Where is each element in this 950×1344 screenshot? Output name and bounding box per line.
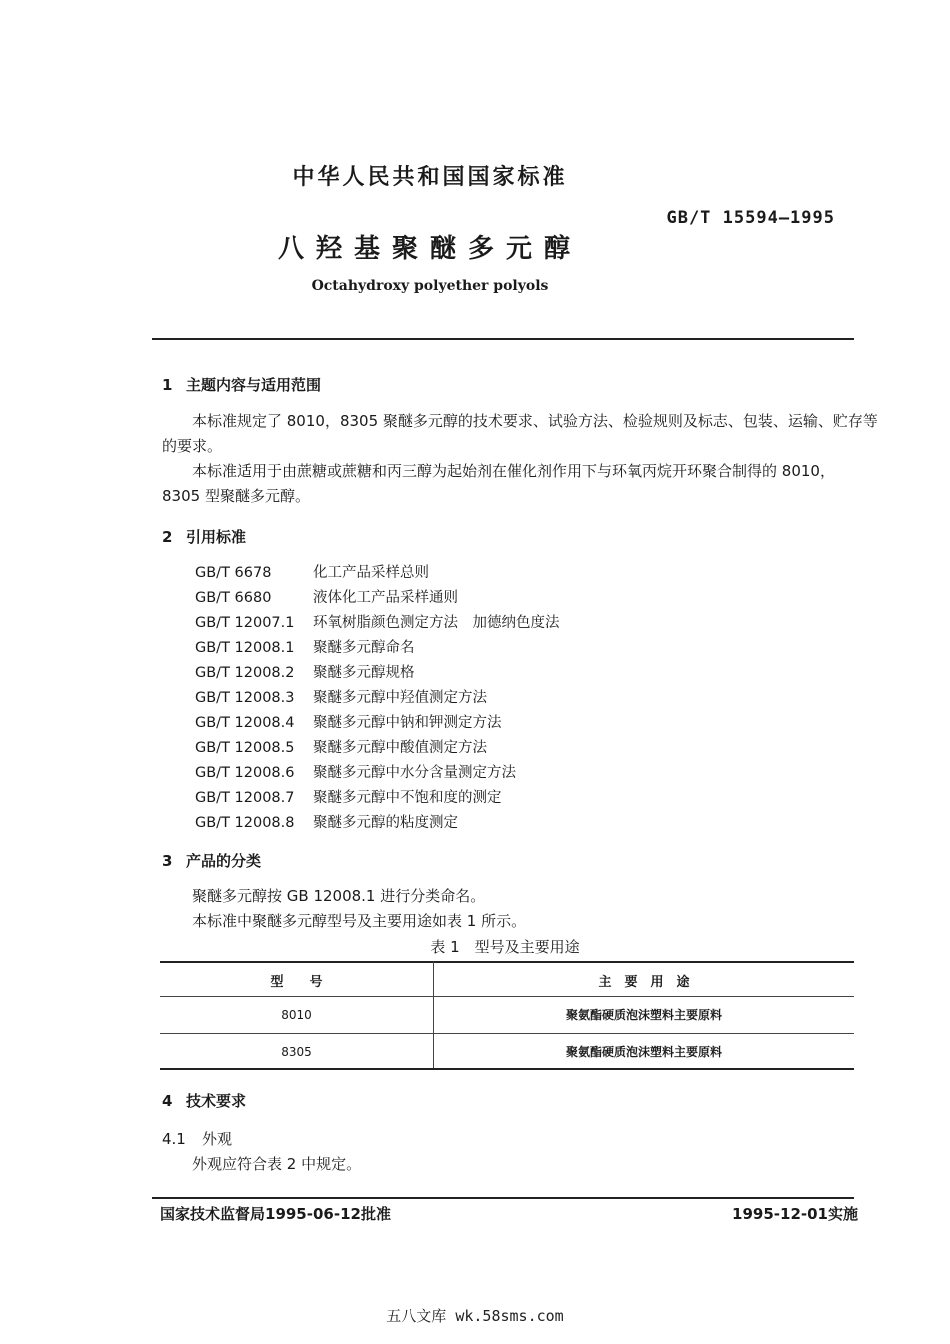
reference-list xyxy=(195,561,560,836)
reference-name: 聚醚多元醇中酸值测定方法 xyxy=(313,740,487,756)
national-standard-title: 中华人民共和国国家标准 xyxy=(292,165,568,190)
table-header-rule xyxy=(160,996,854,997)
table-header-usage: 主 要 用 途 xyxy=(598,975,690,990)
document-title-english: Octahydroxy polyether polyols xyxy=(311,278,549,294)
header-divider xyxy=(152,338,854,340)
reference-code: GB/T 6680 xyxy=(195,590,272,606)
table-bottom-rule xyxy=(160,1068,854,1070)
section-3-paragraph-2: 本标准中聚醚多元醇型号及主要用途如表 1 所示。 xyxy=(192,912,527,930)
section-number: 2 xyxy=(162,528,173,546)
reference-item xyxy=(195,611,560,636)
reference-item xyxy=(195,636,560,661)
reference-name: 聚醚多元醇规格 xyxy=(313,665,415,681)
reference-name: 聚醚多元醇中不饱和度的测定 xyxy=(313,790,502,806)
table-cell-usage: 聚氨酯硬质泡沫塑料主要原料 xyxy=(565,1008,722,1022)
section-title: 技术要求 xyxy=(186,1092,247,1110)
subsection-title: 外观 xyxy=(202,1130,233,1148)
reference-item xyxy=(195,586,560,611)
reference-name: 聚醚多元醇中钠和钾测定方法 xyxy=(313,715,502,731)
reference-name: 聚醚多元醇命名 xyxy=(313,640,415,656)
reference-name: 聚醚多元醇的粘度测定 xyxy=(313,815,458,831)
section-title: 主题内容与适用范围 xyxy=(186,376,322,394)
reference-name: 聚醚多元醇中羟值测定方法 xyxy=(313,690,487,706)
section-4-paragraph-1: 外观应符合表 2 中规定。 xyxy=(192,1155,362,1173)
reference-code: GB/T 12008.4 xyxy=(195,715,295,731)
subsection-4-1-heading xyxy=(162,1127,232,1152)
section-1-paragraph-2-line-1: 本标准适用于由蔗糖或蔗糖和丙三醇为起始剂在催化剂作用下与环氧丙烷开环聚合制得的 8010， xyxy=(192,462,835,480)
table-header-model: 型 号 xyxy=(270,975,323,990)
reference-name: 化工产品采样总则 xyxy=(313,565,429,581)
reference-code: GB/T 12008.3 xyxy=(195,690,295,706)
section-title: 引用标准 xyxy=(186,528,247,546)
table-caption: 表 1 型号及主要用途 xyxy=(430,938,580,956)
table-row-rule xyxy=(160,1033,854,1034)
reference-code: GB/T 12008.7 xyxy=(195,790,295,806)
section-3-heading xyxy=(162,850,261,871)
effective-date: 1995-12-01实施 xyxy=(732,1205,858,1223)
reference-code: GB/T 12008.8 xyxy=(195,815,295,831)
section-number: 3 xyxy=(162,852,173,870)
reference-name: 环氧树脂颜色测定方法 加德纳色度法 xyxy=(313,615,560,631)
watermark-text: 五八文库 wk.58sms.com xyxy=(386,1307,564,1325)
section-number: 1 xyxy=(162,376,173,394)
table-cell-model: 8010 xyxy=(281,1008,312,1022)
reference-code: GB/T 12008.6 xyxy=(195,765,295,781)
reference-item xyxy=(195,736,560,761)
footer-divider xyxy=(152,1197,854,1199)
section-3-paragraph-1: 聚醚多元醇按 GB 12008.1 进行分类命名。 xyxy=(192,887,486,905)
reference-name: 液体化工产品采样通则 xyxy=(313,590,458,606)
reference-code: GB/T 12008.5 xyxy=(195,740,295,756)
document-title: 八羟基聚醚多元醇 xyxy=(277,234,582,264)
section-4-heading xyxy=(162,1090,246,1111)
table-cell-model: 8305 xyxy=(281,1045,312,1059)
reference-code: GB/T 6678 xyxy=(195,565,272,581)
reference-item xyxy=(195,811,560,836)
section-1-paragraph-1-line-1: 本标准规定了 8010，8305 聚醚多元醇的技术要求、试验方法、检验规则及标志、包装、运输、贮存等 xyxy=(192,412,878,430)
table-top-rule xyxy=(160,961,854,963)
section-1-paragraph-1-line-2: 的要求。 xyxy=(162,437,223,455)
section-title: 产品的分类 xyxy=(186,852,262,870)
standard-code: GB/T 15594—1995 xyxy=(666,208,835,228)
reference-code: GB/T 12007.1 xyxy=(195,615,295,631)
section-2-heading xyxy=(162,526,246,547)
reference-item xyxy=(195,686,560,711)
reference-item xyxy=(195,711,560,736)
section-1-heading xyxy=(162,374,321,395)
reference-code: GB/T 12008.1 xyxy=(195,640,295,656)
subsection-number: 4.1 xyxy=(162,1130,186,1148)
reference-item xyxy=(195,786,560,811)
reference-name: 聚醚多元醇中水分含量测定方法 xyxy=(313,765,516,781)
reference-item xyxy=(195,761,560,786)
reference-item xyxy=(195,661,560,686)
reference-code: GB/T 12008.2 xyxy=(195,665,295,681)
approval-date: 国家技术监督局1995-06-12批准 xyxy=(160,1205,391,1223)
reference-item xyxy=(195,561,560,586)
section-number: 4 xyxy=(162,1092,173,1110)
table-cell-usage: 聚氨酯硬质泡沫塑料主要原料 xyxy=(565,1045,722,1059)
section-1-paragraph-2-line-2: 8305 型聚醚多元醇。 xyxy=(162,487,310,505)
